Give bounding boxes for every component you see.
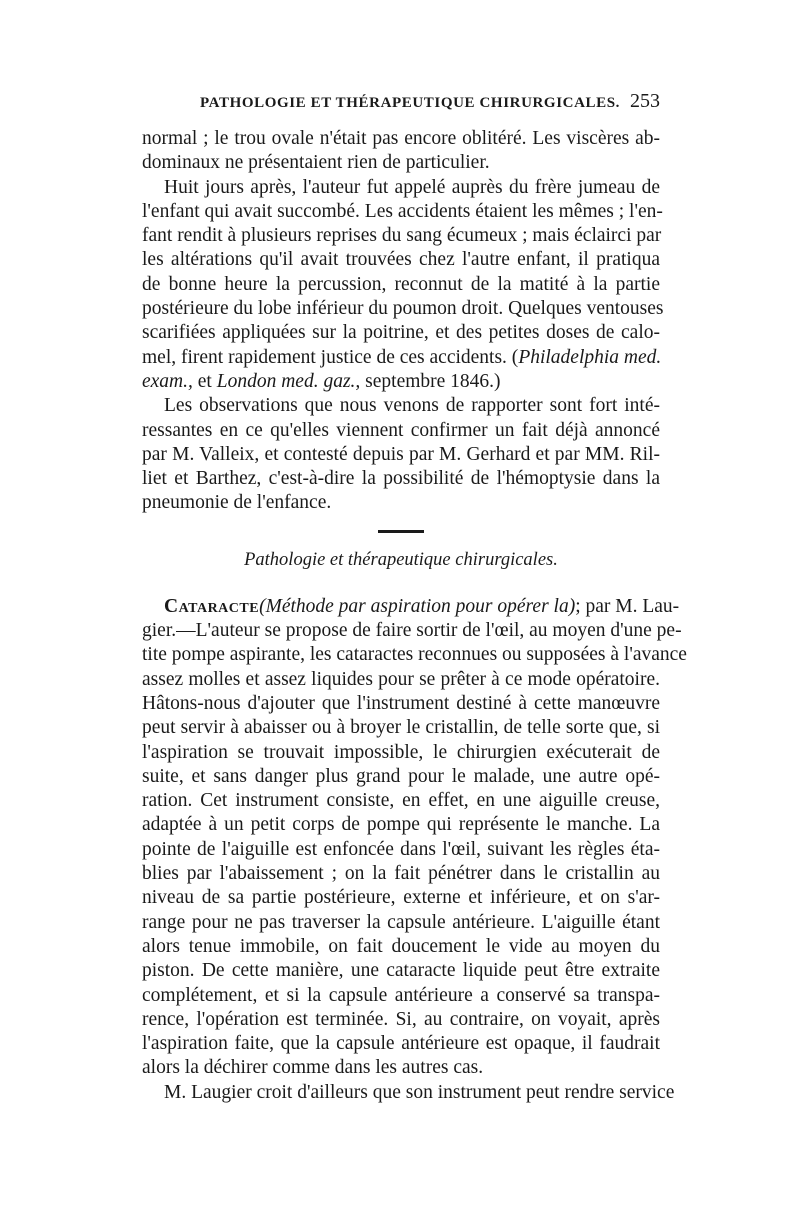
text-line: les altérations qu'il avait trouvées chez l'autre enfant, il pratiqua: [142, 249, 660, 271]
text-line: l'aspiration se trouvait impossible, le chirurgien exécuterait de: [142, 741, 660, 763]
text-line: complétement, et si la capsule antérieure a conservé sa transpa-: [142, 984, 660, 1006]
text-line: alors la déchirer comme dans les autres cas.: [142, 1057, 484, 1079]
text-line: blies par l'abaissement ; on la fait pénétrer dans le cristallin au: [142, 863, 660, 885]
text-line: scarifiées appliquées sur la poitrine, et des petites doses de calo-: [142, 322, 660, 344]
text-line: [142, 346, 660, 370]
article-subtitle: (Méthode par aspiration pour opérer la): [259, 595, 576, 617]
text-fragment: ; par M. Lau-: [575, 595, 680, 617]
text-fragment: mel, firent rapidement justice de ces accidents. (: [142, 346, 519, 368]
text-line: Huit jours après, l'auteur fut appelé auprès du frère jumeau de: [164, 176, 660, 198]
text-line: pneumonie de l'enfance.: [142, 492, 332, 514]
text-line: pointe de l'aiguille est enfoncée dans l'œil, suivant les règles éta-: [142, 838, 660, 860]
running-head: [200, 90, 660, 113]
text-line: fant rendit à plusieurs reprises du sang écumeux ; mais éclairci par: [142, 225, 662, 247]
text-line: adaptée à un petit corps de pompe qui représente le manche. La: [142, 814, 660, 836]
article-heading: Cataracte: [164, 595, 260, 617]
text-line: de bonne heure la percussion, reconnut de la matité à la partie: [142, 273, 660, 295]
text-fragment: septembre 1846.): [360, 370, 501, 392]
page-number: 253: [630, 90, 660, 112]
text-line: l'enfant qui avait succombé. Les accidents étaient les mêmes ; l'en-: [142, 200, 663, 222]
text-line: tite pompe aspirante, les cataractes reconnues ou supposées à l'avance: [142, 644, 687, 666]
text-line: peut servir à abaisser ou à broyer le cristallin, de telle sorte que, si: [142, 717, 660, 739]
text-line: par M. Valleix, et contesté depuis par M. Gerhard et par MM. Ril-: [142, 443, 660, 465]
text-line: range pour ne pas traverser la capsule antérieure. L'aiguille étant: [142, 911, 660, 933]
text-line: alors tenue immobile, on fait doucement le vide au moyen du: [142, 935, 660, 957]
text-line: Les observations que nous venons de rapporter sont fort inté-: [164, 395, 660, 417]
text-fragment: et: [192, 370, 217, 392]
text-line: niveau de sa partie postérieure, externe et inférieure, et on s'ar-: [142, 887, 660, 909]
text-line: rence, l'opération est terminée. Si, au contraire, on voyait, après: [142, 1008, 660, 1030]
text-line: l'aspiration faite, que la capsule antérieure est opaque, il faudrait: [142, 1033, 660, 1055]
text-line: assez molles et assez liquides pour se prêter à ce mode opératoire.: [142, 668, 660, 690]
section-divider: [378, 530, 424, 533]
text-line: postérieure du lobe inférieur du poumon droit. Quelques ventouses: [142, 298, 664, 320]
text-line: Hâtons-nous d'ajouter que l'instrument destiné à cette manœuvre: [142, 692, 660, 714]
section-title: Pathologie et thérapeutique chirurgicales.: [244, 549, 558, 570]
text-line: [142, 370, 660, 394]
citation-journal: London med. gaz.,: [216, 370, 361, 392]
text-line: ration. Cet instrument consiste, en effet, en une aiguille creuse,: [142, 790, 660, 812]
text-line: ressantes en ce qu'elles viennent confirmer un fait déjà annoncé: [142, 419, 660, 441]
text-line: gier.—L'auteur se propose de faire sortir de l'œil, au moyen d'une pe-: [142, 620, 682, 642]
text-line: piston. De cette manière, une cataracte liquide peut être extraite: [142, 960, 660, 982]
text-line: liet et Barthez, c'est-à-dire la possibilité de l'hémoptysie dans la: [142, 468, 660, 490]
text-line: suite, et sans danger plus grand pour le malade, une autre opé-: [142, 765, 660, 787]
citation-journal: exam.,: [142, 370, 193, 392]
citation-journal: Philadelphia med.: [518, 346, 662, 368]
text-line: dominaux ne présentaient rien de particulier.: [142, 152, 490, 174]
running-head-title: PATHOLOGIE ET THÉRAPEUTIQUE CHIRURGICALES.: [200, 95, 621, 111]
text-line: [142, 595, 680, 619]
text-line: normal ; le trou ovale n'était pas encore oblitéré. Les viscères ab-: [142, 128, 660, 149]
text-line: M. Laugier croit d'ailleurs que son instrument peut rendre service: [164, 1081, 675, 1103]
book-page: [142, 90, 687, 1105]
